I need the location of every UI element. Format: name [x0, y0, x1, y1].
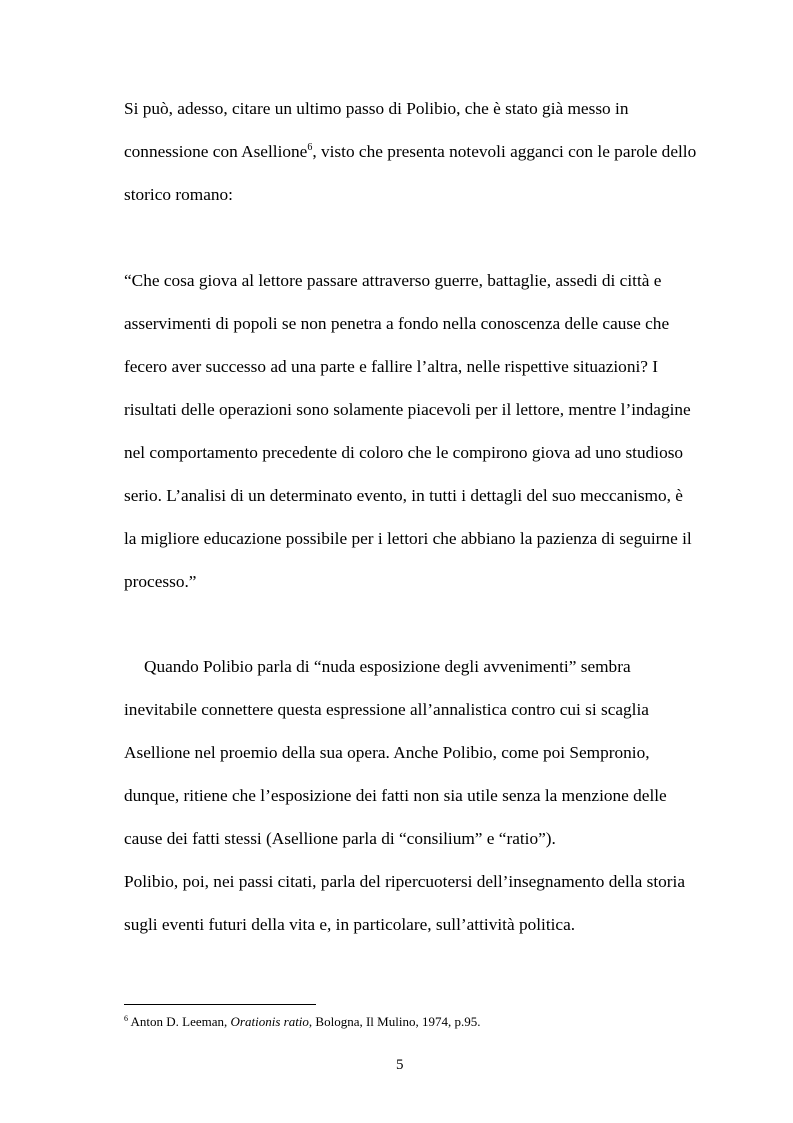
quotation-block	[124, 259, 699, 603]
footnote-divider	[124, 1004, 316, 1005]
paragraph-discussion-text: Quando Polibio parla di “nuda esposizione degli avvenimenti” sembra inevitabile connettere questa espressione all’annalistica contro cui si scaglia Asellione nel proemio della sua opera. Anche Polibio, come poi Sempronio, dunque, ritiene che l’esposizione dei fatti non sia utile senza la menzione delle cause dei fatti stessi (Asellione parla di “consilium” e “ratio”).	[124, 657, 667, 848]
footnote-title: Orationis ratio	[230, 1014, 309, 1029]
footnote-publication: , Bologna, Il Mulino, 1974, p.95.	[308, 1014, 481, 1029]
paragraph-intro	[124, 87, 699, 216]
paragraph-intro-text	[124, 87, 699, 216]
footnote-reference[interactable]: 6	[307, 142, 313, 153]
footnote-author: Anton D. Leeman,	[128, 1014, 231, 1029]
paragraph-conclusion-text: Polibio, poi, nei passi citati, parla del ripercuotersi dell’insegnamento della storia sugli eventi futuri della vita e, in particolare, sull’attività politica.	[124, 872, 686, 934]
intro-text-after-note: , visto che presenta notevoli agganci con le parole dello storico romano:	[124, 142, 697, 204]
page-number: 5	[396, 1057, 404, 1073]
paragraph-discussion	[124, 645, 699, 946]
footnote	[124, 1013, 480, 1031]
intro-text-before-note: Si può, adesso, citare un ultimo passo di Polibio, che è stato già messo in connessione con Asellione	[124, 99, 629, 161]
footnote-number: 6	[124, 1014, 128, 1024]
quotation-text: “Che cosa giova al lettore passare attraverso guerre, battaglie, assedi di città e asservimenti di popoli se non penetra a fondo nella conoscenza delle cause che fecero aver successo ad una parte e fallire l’altra, nelle rispettive situazioni? I risultati delle operazioni sono solamente piacevoli per il lettore, mentre l’indagine nel comportamento precedente di coloro che le compirono giova ad uno studioso serio. L’analisi di un determinato evento, in tutti i dettagli del suo meccanismo, è la migliore educazione possibile per i lettori che abbiano la pazienza di seguirne il processo.”	[124, 271, 692, 591]
